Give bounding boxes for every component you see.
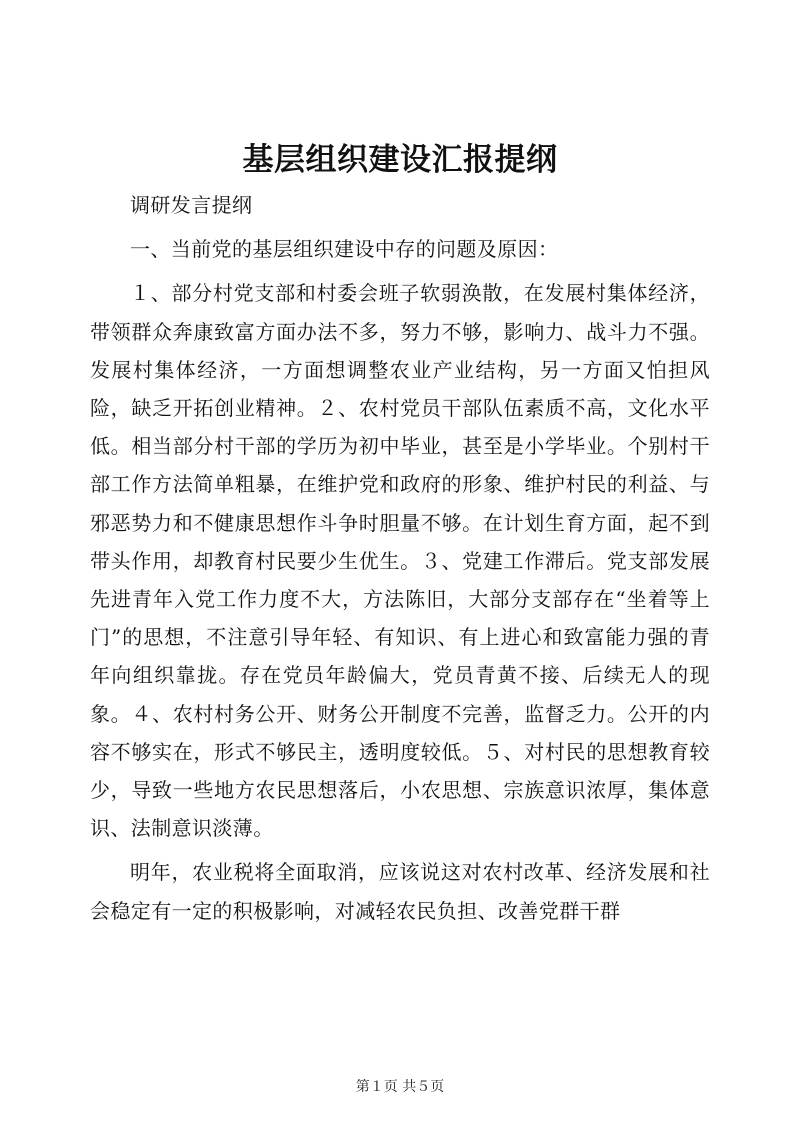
paragraph-section-heading: 一、当前党的基层组织建设中存的问题及原因： (130, 237, 559, 262)
paragraph-problems: １、部分村党支部和村委会班子软弱涣散，在发展村集体经济，带领群众奔康致富方面办法不多，努力不够，影响力、战斗力不强。发展村集体经济，一方面想调整农业产业结构，另一方面又怕担风险，缺乏开拓创业精神。２、农村党员干部队伍素质不高，文化水平低。相当部分村干部的学历为初中毕业，甚至是小学毕业。个别村干部工作方法简单粗暴，在维护党和政府的形象、维护村民的利益、与邪恶势力和不健康思想作斗争时胆量不够。在计划生育方面，起不到带头作用，却教育村民要少生优生。３、党建工作滞后。党支部发展先进青年入党工作力度不大，方法陈旧，大部分支部存在“坐着等上门”的思想，不注意引导年轻、有知识、有上进心和致富能力强的青年向组织靠拢。存在党员年龄偏大，党员青黄不接、后续无人的现象。４、农村村务公开、财务公开制度不完善，监督乏力。公开的内容不够实在，形式不够民主，透明度较低。５、对村民的思想教育较少，导致一些地方农民思想落后，小农思想、宗族意识浓厚，集体意识、法制意识淡薄。 (90, 281, 710, 841)
page-footer: 第１页 共５页 (355, 1079, 445, 1095)
document-body (90, 186, 710, 930)
document-title: 基层组织建设汇报提纲 (242, 142, 558, 178)
paragraph-next-year: 明年，农业税将全面取消，应该说这对农村改革、经济发展和社会稳定有一定的积极影响，对减轻农民负担、改善党群干群 (90, 860, 710, 923)
paragraph-intro: 调研发言提纲 (130, 193, 253, 217)
